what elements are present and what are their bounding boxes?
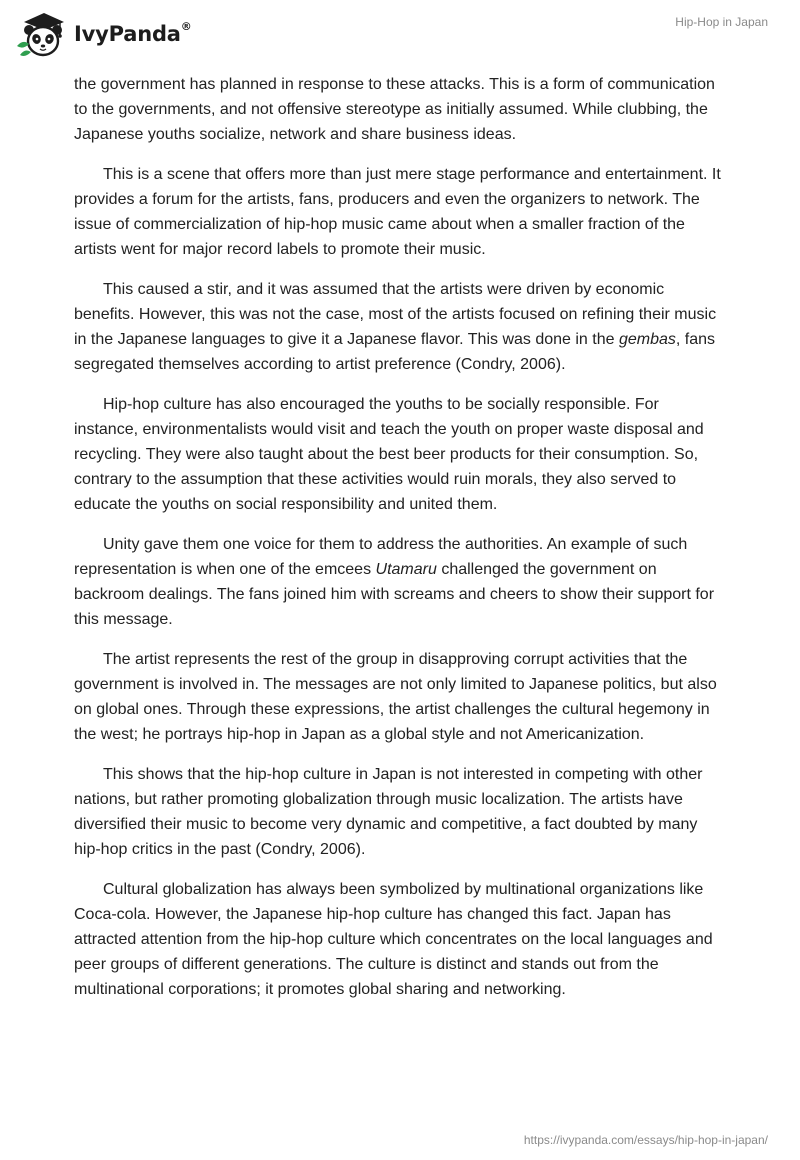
document-title: Hip-Hop in Japan [675, 15, 768, 29]
paragraph-text: Unity gave them one voice for them to address the authorities. An example of such representation is when one of the emcees [74, 536, 688, 578]
italic-term: gembas [618, 331, 676, 348]
essay-paragraph: the government has planned in response to these attacks. This is a form of communication to the governments, and not offensive stereotype as initially assumed. While clubbing, the Japanese youths socialize, network and share business ideas. [74, 76, 715, 143]
page-header [0, 0, 800, 64]
essay-paragraph: This shows that the hip-hop culture in Japan is not interested in competing with other nations, but rather promoting globalization through music localization. The artists have diversified their music to become very dynamic and competitive, a fact doubted by many hip-hop critics in the past (Condry, 2006). [74, 766, 703, 858]
panda-graduate-logo-icon [14, 8, 72, 60]
italic-term: Utamaru [375, 561, 437, 578]
essay-paragraph: This is a scene that offers more than just mere stage performance and entertainment. It provides a forum for the artists, fans, producers and even the organizers to network. The issue of commercialization of hip-hop music came about when a smaller fraction of the artists went for major record labels to promote their music. [74, 166, 721, 258]
brand-name: IvyPanda® [74, 20, 192, 46]
paragraph-text: challenged the government on backroom dealings. The fans joined him with screams and cheers to show their support for this message. [74, 561, 715, 628]
essay-paragraph: Cultural globalization has always been symbolized by multinational organizations like Coca-cola. However, the Japanese hip-hop culture has changed this fact. Japan has attracted attention from the hip-hop culture which concentrates on the local languages and peer groups of different generations. The culture is distinct and stands out from the multinational corporations; it promotes global sharing and networking. [74, 881, 713, 998]
paragraph-text: This caused a stir, and it was assumed that the artists were driven by economic benefits. However, this was not the case, most of the artists focused on refining their music in the Japanese languages to give it a Japanese flavor. This was done in the [74, 281, 717, 348]
source-url-link[interactable]: https://ivypanda.com/essays/hip-hop-in-japan/ [523, 1133, 768, 1147]
essay-paragraph: The artist represents the rest of the group in disapproving corrupt activities that the government is involved in. The messages are not only limited to Japanese politics, but also on global ones. Through these expressions, the artist challenges the cultural hegemony in the west; he portrays hip-hop in Japan as a global style and not Americanization. [74, 651, 717, 743]
essay-paragraph: Hip-hop culture has also encouraged the youths to be socially responsible. For instance, environmentalists would visit and teach the youth on proper waste disposal and recycling. They were also taught about the best beer products for their consumption. So, contrary to the assumption that these activities would ruin morals, they also served to educate the youths on social responsibility and united them. [74, 396, 704, 513]
essay-paragraph [74, 532, 724, 632]
brand-logo[interactable] [14, 8, 192, 60]
essay-paragraph [74, 277, 724, 377]
essay-body [74, 72, 724, 1017]
paragraph-text: , fans segregated themselves according to artist preference (Condry, 2006). [74, 331, 716, 373]
registered-mark: ® [180, 20, 192, 33]
